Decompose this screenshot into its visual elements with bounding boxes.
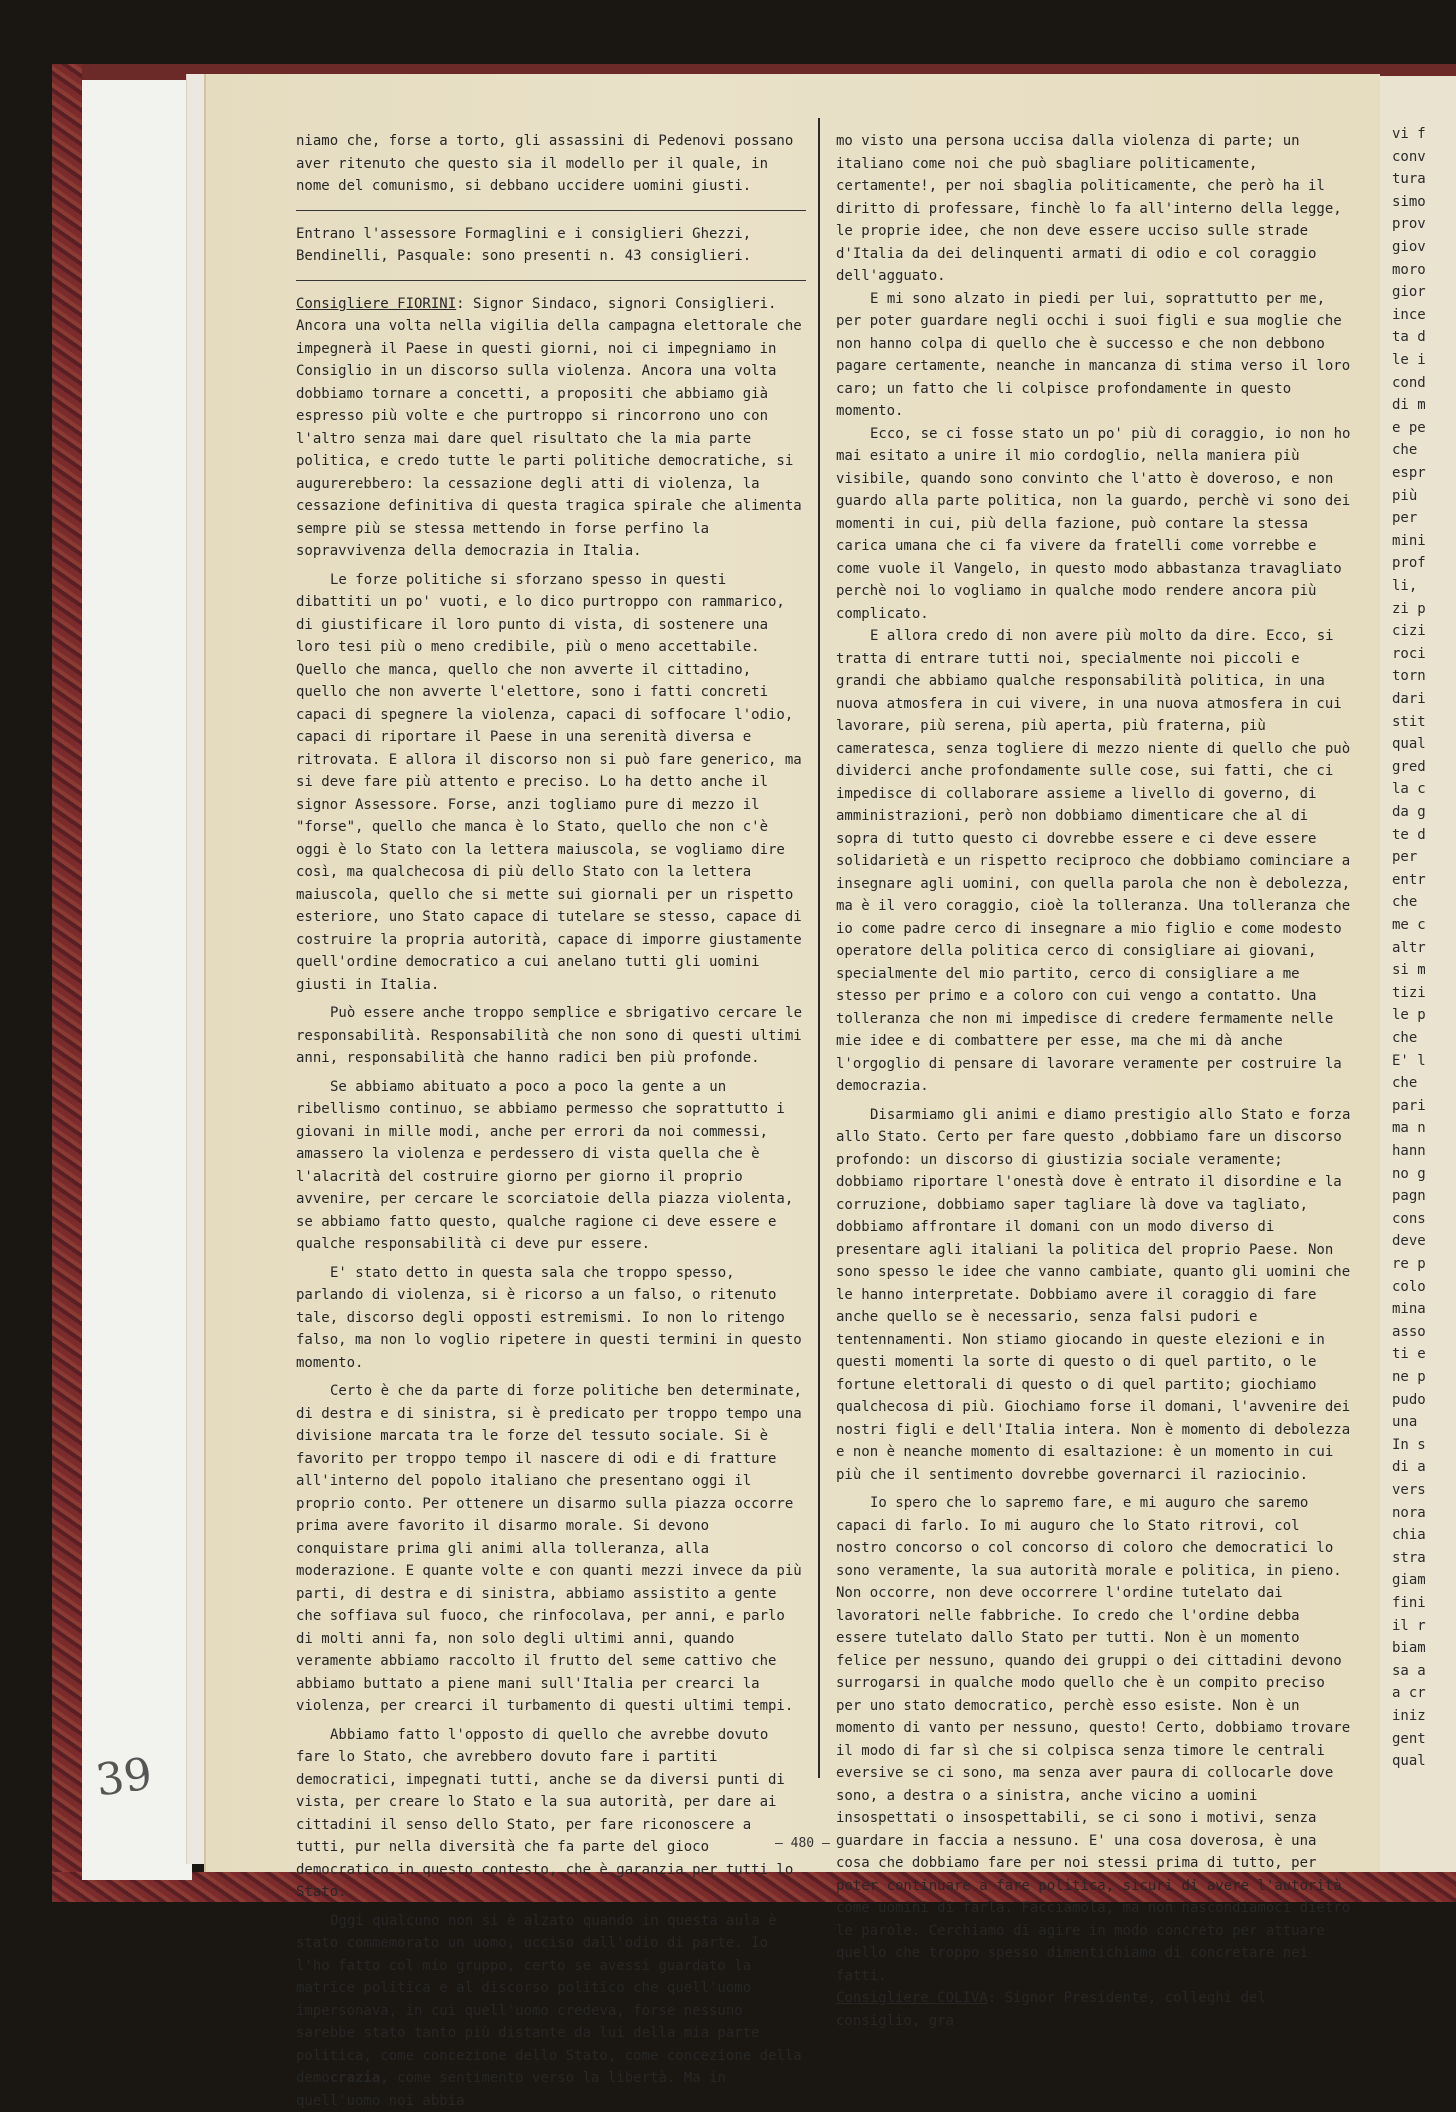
page-number: – 480 – (775, 1836, 830, 1851)
next-page-fragment: che (1392, 894, 1417, 910)
next-page-fragment: qual (1392, 736, 1426, 752)
next-page-fragment: la c (1392, 781, 1426, 797)
paragraph: Se abbiamo abituato a poco a poco la gente a un ribellismo continuo, se abbiamo permesso che soprattutto i giovani in mille modi, anche per errori da noi commessi, amassero la violenza e perdessero di vista quella che è l'alacrità del costruire giorno per giorno il proprio avvenire, per cercare le scorciatoie della piazza violenta, se abbiamo fatto questo, qualche ragione ci deve essere e qualche responsabilità ci deve pur essere. (296, 1076, 806, 1256)
text-run: come sentimento verso la libertà. Ma in quell'uomo noi abbia (296, 2070, 726, 2109)
bold-text: crazia, (330, 2070, 389, 2086)
paragraph: niamo che, forse a torto, gli assassini di Pedenovi possano aver ritenuto che questo sia il modello per il quale, in nome del comunismo, si debbano uccidere uomini giusti. (296, 130, 806, 198)
next-page-fragment: cons (1392, 1211, 1426, 1227)
next-page-fragment: vi f (1392, 126, 1426, 142)
next-page-fragment: e pe (1392, 420, 1426, 436)
next-page-fragment: roci (1392, 646, 1426, 662)
paragraph: E mi sono alzato in piedi per lui, soprattutto per me, per poter guardare negli occhi i suoi figli e sua moglie che non hanno colpa di quello che è successo e che non debbono pagare certamente, neanche in mancanza di stima verso il loro caro; un fatto che li colpisce profondamente in questo momento. (836, 288, 1352, 423)
next-page-fragment: asso (1392, 1324, 1426, 1340)
paragraph: Disarmiamo gli animi e diamo prestigio allo Stato e forza allo Stato. Certo per fare questo ,dobbiamo fare un discorso profondo: un discorso di giustizia sociale veramente; dobbiamo riportare l'onestà dove è entrato il disordine e la corruzione, dobbiamo saper tagliare là dove va tagliato, dobbiamo affrontare il domani con un modo diverso di presentare agli italiani la politica del proprio Paese. Non sono spesso le idee che vanno cambiate, quanto gli uomini che le hanno interpretate. Dobbiamo avere il coraggio di fare anche quello se è necessario, senza falsi pudori e tentennamenti. Non stiamo giocando in queste elezioni e in questi momenti la sorte di questo o di quel partito, o le fortune elettorali di questo o di quel partito; giochiamo qualchecosa di più. Giochiamo forse il domani, l'avvenire dei nostri figli e dell'Italia intera. Non è momento di debolezza e non è neanche momento di esaltazione: è un momento in cui più che il sentimento dovrebbe governarci il raziocinio. (836, 1104, 1352, 1487)
next-page-fragment: più (1392, 488, 1417, 504)
separator-line (296, 210, 806, 211)
next-page-fragment: mina (1392, 1301, 1426, 1317)
next-page-fragment: giov (1392, 239, 1426, 255)
next-page-fragment: chia (1392, 1527, 1426, 1543)
paragraph: Certo è che da parte di forze politiche ben determinate, di destra e di sinistra, si è predicato per troppo tempo una divisione marcata tra le forze del tessuto sociale. Si è favorito per troppo tempo il nascere di odi e di fratture all'interno del popolo italiano che presentano oggi il proprio conto. Per ottenere un disarmo sulla piazza occorre prima avere favorito il disarmo morale. Si devono conquistare prima gli animi alla tolleranza, alla moderazione. E quante volte e con quanti mezzi invece da più parti, di destra e di sinistra, abbiamo assistito a gente che soffiava sul fuoco, che rinfocolava, per anni, e parlo di molti anni fa, non solo degli ultimi anni, quando veramente abbiamo raccolto il frutto del seme cattivo che abbiamo buttato a piene mani sull'Italia per crearci la violenza, per crearci il turbamento di questi ultimi tempi. (296, 1380, 806, 1718)
next-page-fragment: dari (1392, 691, 1426, 707)
paragraph: Abbiamo fatto l'opposto di quello che avrebbe dovuto fare lo Stato, che avrebbero dovuto fare i partiti democratici, impegnati tutti, anche se da diversi punti di vista, per creare lo Stato e la sua autorità, per dare ai cittadini il senso dello Stato, per fare riconoscere a tutti, pur nella diversità che fa parte del gioco democratico in questo contesto, che è garanzia per tutti lo Stato. (296, 1724, 806, 1904)
next-page-fragment: pari (1392, 1098, 1426, 1114)
handwritten-note: 39 (93, 1748, 156, 1806)
binder-spine (52, 64, 82, 1894)
speaker-text: : Signor Presidente, colleghi del consiglio, gra (836, 1990, 1266, 2029)
next-page-fragment: pudo (1392, 1392, 1426, 1408)
next-page-fragment: gior (1392, 284, 1426, 300)
next-page-fragment: biam (1392, 1640, 1426, 1656)
next-page-fragment: di m (1392, 397, 1426, 413)
attendance-notice: Entrano l'assessore Formaglini e i consiglieri Ghezzi, Bendinelli, Pasquale: sono presenti n. 43 consiglieri. (296, 223, 806, 268)
next-page-fragment: sa a (1392, 1663, 1426, 1679)
text-run: Oggi qualcuno non si è alzato quando in questa aula è stato commemorato un uomo, ucciso dall'odio di parte. Io l'ho fatto col mio gruppo, certo se avessi guardato la matrice politica e al discorso politico che quell'uomo impersonava, in cui quell'uomo credeva, forse nessuno sarebbe stato tanto più distante da lui della mia parte politica, come concezione dello Stato, come concezione della demo (296, 1913, 802, 2087)
next-page-fragment: gent (1392, 1731, 1426, 1747)
next-page-fragment: da g (1392, 804, 1426, 820)
next-page-fragment: hann (1392, 1143, 1426, 1159)
next-page-fragment: fini (1392, 1595, 1426, 1611)
speaker-name: Consigliere COLIVA (836, 1990, 988, 2006)
speaker-paragraph (836, 1987, 1352, 2032)
next-page-fragment: ta d (1392, 329, 1426, 345)
next-page-fragment: gred (1392, 759, 1426, 775)
next-page-strip (1380, 76, 1456, 1872)
next-page-fragment: prof (1392, 555, 1426, 571)
next-page-fragment: nora (1392, 1505, 1426, 1521)
next-page-fragment: vers (1392, 1482, 1426, 1498)
next-page-fragment: ti e (1392, 1346, 1426, 1362)
next-page-fragment: pagn (1392, 1188, 1426, 1204)
next-page-fragment: altr (1392, 940, 1426, 956)
speaker-paragraph (296, 293, 806, 563)
next-page-fragment: me c (1392, 917, 1426, 933)
next-page-fragment: no g (1392, 1166, 1426, 1182)
next-page-fragment: te d (1392, 827, 1426, 843)
paragraph: Io spero che lo sapremo fare, e mi auguro che saremo capaci di farlo. Io mi auguro che lo Stato ritrovi, col nostro concorso o col concorso di coloro che democratici lo sono veramente, la sua autorità morale e politica, in pieno. Non occorre, non deve occorrere l'ordine tutelato dai lavoratori nelle fabbriche. Io credo che l'ordine debba essere tutelato dallo Stato per tutti. Non è un momento felice per nessuno, quando dei gruppi o dei cittadini devono surrogarsi in qualche modo quello che è un compito preciso per uno stato democratico, perchè esso esiste. Non è un momento di vanto per nessuno, questo! Certo, dobbiamo trovare il modo di far sì che si colpisca senza timore le centrali eversive se ci sono, ma senza aver paura di collocarle dove sono, a destra o a sinistra, anche vicino a uomini insospettati o insospettabili, se ci sono i motivi, senza guardare in faccia a nessuno. E' una cosa doverosa, è una cosa che dobbiamo fare per noi stessi prima di tutto, per poter continuare a fare politica, sicuri di avere l'autorità come uomini di farla. Facciamola, ma non nascondiamoci dietro le parole. Cerchiamo di agire in modo concreto per attuare quello che troppo spesso dimentichiamo di concretare nei fatti. (836, 1492, 1352, 1987)
next-page-fragment: deve (1392, 1233, 1426, 1249)
paragraph (296, 1910, 806, 2112)
next-page-fragment: tizi (1392, 985, 1426, 1001)
next-page-fragment: moro (1392, 262, 1426, 278)
next-page-fragment: entr (1392, 872, 1426, 888)
next-page-fragment: cond (1392, 375, 1426, 391)
next-page-fragment: re p (1392, 1256, 1426, 1272)
left-column (296, 130, 806, 2112)
next-page-fragment: zi p (1392, 601, 1426, 617)
next-page-fragment: le p (1392, 1007, 1426, 1023)
next-page-fragment: giam (1392, 1572, 1426, 1588)
next-page-fragment: stra (1392, 1550, 1426, 1566)
paragraph: E' stato detto in questa sala che troppo spesso, parlando di violenza, si è ricorso a un falso, o ritenuto tale, discorso degli opposti estremismi. Io non lo ritengo falso, ma non lo voglio ripetere in questi termini in questo momento. (296, 1262, 806, 1375)
next-page-fragment: mini (1392, 533, 1426, 549)
next-page-fragment: che (1392, 442, 1417, 458)
next-page-fragment: ne p (1392, 1369, 1426, 1385)
next-page-fragment: le i (1392, 352, 1426, 368)
next-page-fragment: si m (1392, 962, 1426, 978)
separator-line (296, 280, 806, 281)
next-page-fragment: a cr (1392, 1685, 1426, 1701)
next-page-fragment: qual (1392, 1753, 1426, 1769)
paragraph: Le forze politiche si sforzano spesso in questi dibattiti un po' vuoti, e lo dico purtroppo con rammarico, di giustificare il loro punto di vista, di sostenere una loro tesi più o meno credibile, più o meno accettabile. Quello che manca, quello che non avverte il cittadino, quello che non avverte l'elettore, sono i fatti concreti capaci di spegnere la violenza, capaci di soffocare l'odio, capaci di riportare il Paese in una serenità diversa e ritrovata. E allora il discorso non si può fare generico, ma si deve fare più attento e preciso. Lo ha detto anche il signor Assessore. Forse, anzi togliamo pure di mezzo il "forse", quello che manca è lo Stato, quello che non c'è oggi è lo Stato con la lettera maiuscola, se vogliamo dire così, ma qualchecosa di più dello Stato con la lettera maiuscola, quello che si mette sui giornali per un rispetto esteriore, uno Stato capace di tutelare se stesso, capace di costruire la propria autorità, capace di imporre giustamente quell'ordine democratico a cui anelano tutti gli uomini giusti in Italia. (296, 569, 806, 997)
next-page-fragment: E' l (1392, 1053, 1426, 1069)
next-page-fragment: cizi (1392, 623, 1426, 639)
next-page-fragment: li, (1392, 578, 1417, 594)
next-page-fragment: di a (1392, 1459, 1426, 1475)
next-page-fragment: per (1392, 510, 1417, 526)
next-page-fragment: In s (1392, 1437, 1426, 1453)
blank-sheet (82, 80, 192, 1880)
next-page-fragment: simo (1392, 194, 1426, 210)
next-page-fragment: che (1392, 1075, 1417, 1091)
next-page-fragment: prov (1392, 216, 1426, 232)
next-page-fragment: conv (1392, 149, 1426, 165)
paragraph: Ecco, se ci fosse stato un po' più di coraggio, io non ho mai esitato a unire il mio cordoglio, nella maniera più visibile, quando sono convinto che l'atto è doveroso, e non guardo alla parte politica, non la guardo, perchè vi sono dei momenti in cui, più della fazione, può contare la stessa carica umana che ci fa vivere da fratelli come vorrebbe e come vuole il Vangelo, in questo modo abbastanza travagliato perchè noi lo vogliamo in qualche modo rendere ancora più complicato. (836, 423, 1352, 626)
next-page-fragment: per (1392, 849, 1417, 865)
next-page-fragment: iniz (1392, 1708, 1426, 1724)
next-page-fragment: torn (1392, 668, 1426, 684)
next-page-fragment: il r (1392, 1618, 1426, 1634)
right-column (836, 130, 1352, 2032)
next-page-fragment: espr (1392, 465, 1426, 481)
next-page-fragment: stit (1392, 714, 1426, 730)
column-divider (818, 118, 820, 1778)
next-page-fragment: una (1392, 1414, 1417, 1430)
next-page-fragment: colo (1392, 1279, 1426, 1295)
speaker-name: Consigliere FIORINI (296, 296, 456, 312)
next-page-fragment: ma n (1392, 1120, 1426, 1136)
paragraph: E allora credo di non avere più molto da dire. Ecco, si tratta di entrare tutti noi, specialmente noi piccoli e grandi che abbiamo qualche responsabilità politica, in una nuova atmosfera in cui vivere, in una nuova atmosfera in cui lavorare, più serena, più aperta, più fraterna, più cameratesca, senza togliere di mezzo niente di quello che può dividerci anche profondamente sulle cose, sui fatti, che ci impedisce di collaborare assieme a livello di governo, di amministrazioni, però non dobbiamo dimenticare che al di sopra di tutto questo ci dovrebbe essere e ci deve essere solidarietà e un rispetto reciproco che dobbiamo cominciare a insegnare agli uomini, con quella parola che non è debolezza, ma è il vero coraggio, cioè la tolleranza. Una tolleranza che io come padre cerco di insegnare a mio figlio e come modesto operatore della politica cerco di consigliare ai giovani, specialmente del mio partito, cerco di consigliare a me stesso per primo e a coloro con cui vengo a contatto. Una tolleranza che non mi impedisce di credere fermamente nelle mie idee e di combattere per esse, ma che mi dà anche l'orgoglio di pensare di lavorare veramente per costruire la democrazia. (836, 625, 1352, 1098)
next-page-fragment: tura (1392, 171, 1426, 187)
paragraph: mo visto una persona uccisa dalla violenza di parte; un italiano come noi che può sbagliare politicamente, certamente!, per noi sbaglia politicamente, che però ha il diritto di professare, finchè lo fa all'interno della legge, le proprie idee, che non deve essere ucciso sulle strade d'Italia da dei delinquenti armati di odio e col coraggio dell'agguato. (836, 130, 1352, 288)
next-page-fragment: ince (1392, 307, 1426, 323)
next-page-fragment: che (1392, 1030, 1417, 1046)
paragraph: Può essere anche troppo semplice e sbrigativo cercare le responsabilità. Responsabilità che non sono di questi ultimi anni, responsabilità che hanno radici ben più profonde. (296, 1002, 806, 1070)
speaker-text: : Signor Sindaco, signori Consiglieri. Ancora una volta nella vigilia della campagna elettorale che impegnerà il Paese in questi giorni, noi ci impegniamo in Consiglio in un discorso sulla violenza. Ancora una volta dobbiamo tornare a concetti, a propositi che abbiamo già espresso più volte e che purtroppo si rincorrono uno con l'altro senza mai dare quel risultato che la mia parte politica, e credo tutte le parti politiche democratiche, si augurerebbero: la cessazione degli atti di violenza, la cessazione definitiva di questa tragica spirale che alimenta sempre più se stessa mettendo in forse perfino la sopravvivenza della democrazia in Italia. (296, 296, 802, 560)
